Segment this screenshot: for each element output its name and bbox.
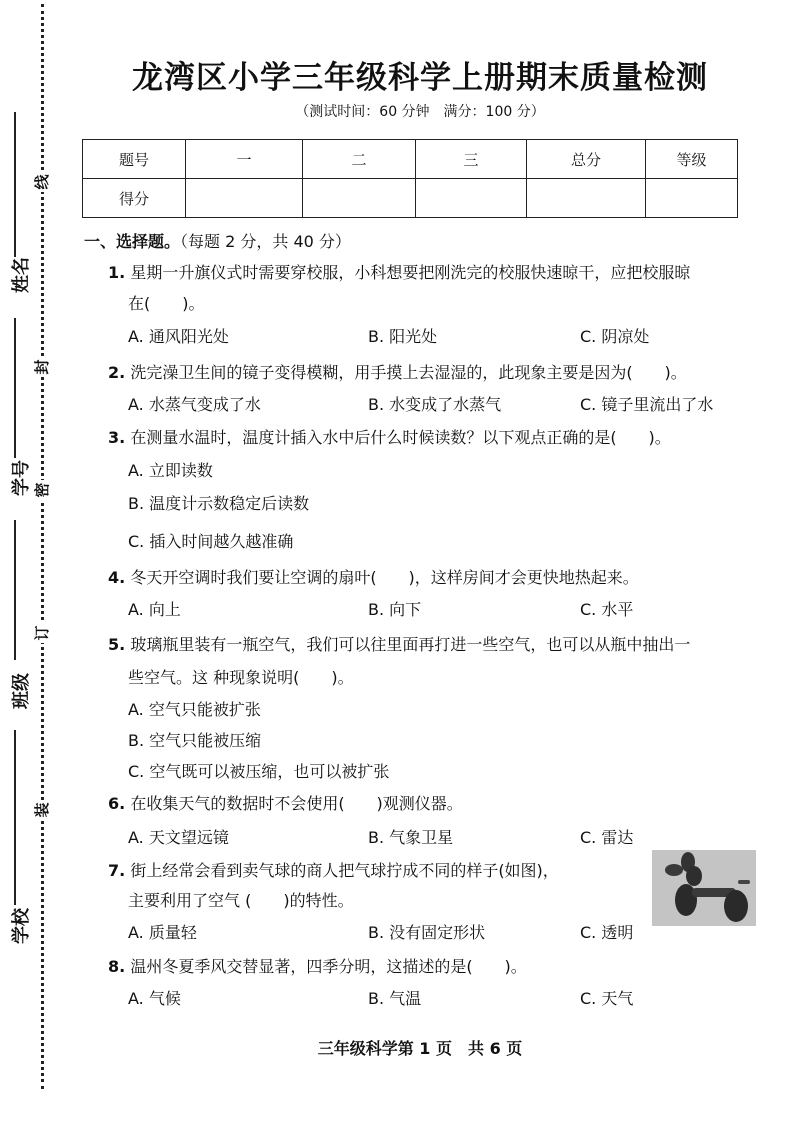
question-6: [108, 793, 463, 815]
score-cell-1[interactable]: [186, 179, 303, 218]
question-1-continued: 在( )。: [128, 294, 205, 313]
balloon-dog-icon: [652, 850, 756, 926]
question-number: 4.: [108, 568, 126, 587]
header-question-number: 题号: [83, 140, 186, 179]
option-b[interactable]: B. 空气只能被压缩: [128, 731, 262, 750]
balloon-dog-image: [652, 850, 756, 926]
row-label-score: 得分: [83, 179, 186, 218]
question-text: 星期一升旗仪式时需要穿校服，小科想要把刚洗完的校服快速晾干，应把校服晾: [130, 263, 691, 282]
option-c[interactable]: C. 空气既可以被压缩，也可以被扩张: [128, 762, 390, 781]
question-text: 温州冬夏季风交替显著，四季分明，这描述的是( )。: [130, 957, 527, 976]
school-field-label: 学校: [11, 908, 32, 944]
student-id-field-label: 学号: [11, 460, 32, 496]
question-number: 3.: [108, 428, 126, 447]
option-a[interactable]: A. 质量轻: [128, 923, 197, 942]
option-b[interactable]: B. 阳光处: [368, 327, 438, 346]
binding-char-zhuang: 装: [32, 800, 52, 820]
option-c[interactable]: C. 镜子里流出了水: [580, 395, 714, 414]
question-5-continued: 些空气。这 种现象说明( )。: [128, 668, 354, 687]
question-7: [108, 860, 559, 882]
question-number: 8.: [108, 957, 126, 976]
binding-char-ding: 订: [32, 623, 52, 643]
option-a[interactable]: A. 天文望远镜: [128, 828, 229, 847]
option-c[interactable]: C. 透明: [580, 923, 634, 942]
question-text: 在收集天气的数据时不会使用( )观测仪器。: [130, 794, 463, 813]
question-number: 5.: [108, 635, 126, 654]
question-text: 玻璃瓶里装有一瓶空气，我们可以往里面再打进一些空气，也可以从瓶中抽出一: [130, 635, 691, 654]
exam-subtitle: （测试时间：60 分钟 满分：100 分）: [295, 104, 545, 120]
section-note: （每题 2 分，共 40 分）: [180, 232, 351, 251]
question-number: 7.: [108, 861, 126, 880]
option-c[interactable]: C. 雷达: [580, 828, 634, 847]
binding-dotted-line: [41, 4, 44, 1089]
score-table-header-row: [83, 140, 738, 179]
header-grade: 等级: [646, 140, 738, 179]
question-5: [108, 634, 690, 656]
option-c[interactable]: C. 阴凉处: [580, 327, 650, 346]
exam-title: 龙湾区小学三年级科学上册期末质量检测: [132, 60, 708, 96]
class-field-line[interactable]: [14, 520, 16, 660]
question-text: 街上经常会看到卖气球的商人把气球拧成不同的样子(如图)，: [130, 861, 559, 880]
score-cell-total[interactable]: [527, 179, 646, 218]
student-id-field-line[interactable]: [14, 318, 16, 458]
binding-char-feng: 封: [32, 357, 52, 377]
section-heading: [84, 229, 351, 252]
question-2: [108, 362, 687, 384]
school-field-line[interactable]: [14, 730, 16, 905]
binding-margin: [0, 0, 80, 1123]
option-c[interactable]: C. 水平: [580, 600, 634, 619]
option-a[interactable]: A. 通风阳光处: [128, 327, 229, 346]
class-field-label: 班级: [11, 673, 32, 709]
question-7-continued: 主要利用了空气 ( )的特性。: [128, 891, 354, 910]
question-4: [108, 567, 639, 589]
question-number: 2.: [108, 363, 126, 382]
header-section-1: 一: [186, 140, 303, 179]
question-number: 1.: [108, 263, 126, 282]
header-section-3: 三: [416, 140, 527, 179]
score-table-score-row: [83, 179, 738, 218]
score-cell-2[interactable]: [303, 179, 416, 218]
question-number: 6.: [108, 794, 126, 813]
question-text: 冬天开空调时我们要让空调的扇叶( )，这样房间才会更快地热起来。: [130, 568, 639, 587]
option-a[interactable]: A. 水蒸气变成了水: [128, 395, 261, 414]
option-a[interactable]: A. 气候: [128, 989, 181, 1008]
score-table: [82, 139, 738, 218]
name-field-label: 姓名: [11, 257, 32, 293]
question-text: 在测量水温时，温度计插入水中后什么时候读数？以下观点正确的是( )。: [130, 428, 671, 447]
option-b[interactable]: B. 气温: [368, 989, 422, 1008]
score-cell-grade[interactable]: [646, 179, 738, 218]
option-b[interactable]: B. 向下: [368, 600, 422, 619]
name-field-line[interactable]: [14, 112, 16, 257]
option-a[interactable]: A. 向上: [128, 600, 181, 619]
option-b[interactable]: B. 气象卫星: [368, 828, 454, 847]
question-3: [108, 427, 671, 449]
question-8: [108, 956, 527, 978]
question-text: 洗完澡卫生间的镜子变得模糊，用手摸上去湿湿的，此现象主要是因为( )。: [130, 363, 687, 382]
header-total: 总分: [527, 140, 646, 179]
score-cell-3[interactable]: [416, 179, 527, 218]
option-c[interactable]: C. 插入时间越久越准确: [128, 532, 294, 551]
section-title: 一、选择题。: [84, 232, 181, 251]
header-section-2: 二: [303, 140, 416, 179]
binding-char-mi: 密: [32, 480, 52, 500]
page-footer: 三年级科学第 1 页 共 6 页: [317, 1039, 523, 1058]
option-c[interactable]: C. 天气: [580, 989, 634, 1008]
option-a[interactable]: A. 空气只能被扩张: [128, 700, 261, 719]
question-1: [108, 262, 690, 284]
option-a[interactable]: A. 立即读数: [128, 461, 213, 480]
binding-char-xian: 线: [32, 172, 52, 192]
option-b[interactable]: B. 温度计示数稳定后读数: [128, 494, 310, 513]
option-b[interactable]: B. 没有固定形状: [368, 923, 486, 942]
option-b[interactable]: B. 水变成了水蒸气: [368, 395, 502, 414]
